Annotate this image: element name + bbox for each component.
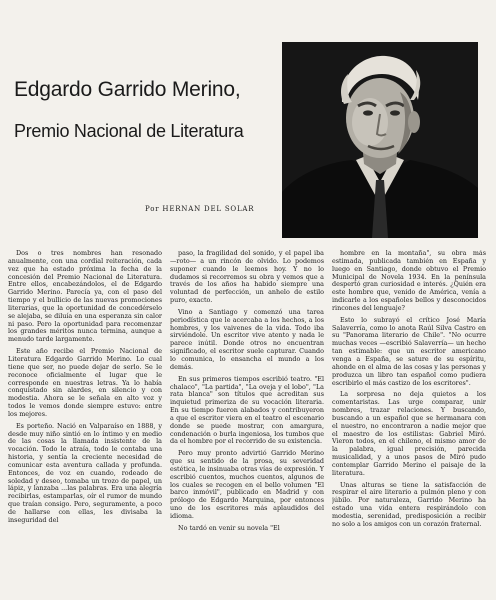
paragraph: Este año recibe el Premio Nacional de Literatura Edgardo Garrido Merino. Lo cual tiene que ser, no puede dejar de serlo. Se le reconoce oficialmente el lugar que le corresponde en nuestras letras. Ya lo había conquistado sin alardes, en silencio y con modestia. Ahora se le señala en alto voz y todos le vemos donde siempre estuvo: entre los mejores. <box>8 347 162 418</box>
text-column-3 <box>332 250 486 595</box>
paragraph: Dos o tres nombres han resonado anualmente, con una cordial reiteración, cada vez que ha estado próxima la fecha de la concesión del Premio Nacional de Literatura. Entre ellos, encabezándolos, el de Edgardo Garrido Merino. Parecía ya, con el paso del tiempo y el bullicio de las nuevas promociones literarias, que la oportunidad de concedérselo se alejaba, se diluía en una esperanza sin calor ni paso. Pero la oportunidad para recomenzar los grandes méritos nunca termina, aunque a menudo tarde largamente. <box>8 250 162 344</box>
article-title-line-2: Premio Nacional de Literatura <box>14 121 244 141</box>
paragraph: No tardó en venir su novela "El <box>178 523 280 532</box>
paragraph: Es porteño. Nació en Valparaíso en 1888, y desde muy niño sintió en lo íntimo y en medio de las cosas la llamada insistente de la vocación. Todo le atraía, todo le contaba una historia, y sentía la creciente necesidad de comunicar esta aventura callada y profunda. Entonces, de voz en cuando, rodeado de soledad y deseo, tomaba un trozo de papel, un lápiz, y lanzaba ...las palabras. Era una alegría recibirlas, estamparlas, oír el rumor de mundo que traían consigo. Pero, seguramente, a poco de hallarse con ellas, les divisaba la inseguridad del <box>8 421 162 524</box>
text-column-2 <box>170 250 324 595</box>
article-title-line-1: Edgardo Garrido Merino, <box>14 78 241 101</box>
paragraph: Pero muy pronto advirtió Garrido Merino que su sentido de la prosa, su severidad estética, le insinuaba otras vías de expresión. Y escribió cuentos, muchos cuentos, algunos de los cuales se recogen en el bello volumen "El barco inmóvil", publicado en Madrid y con prólogo de Edgardo Marquina, por entonces uno de los escritores más aplaudidos del idioma. <box>170 449 324 520</box>
paragraph: Unas alturas se tiene la satisfacción de respirar el aire literario a pulmón pleno y con júbilo. Por naturaleza, Garrido Merino ha estado una vida entera respirándolo con modestia, serenidad, predisposición a recibir no solo a los amigos con un corazón fraternal. <box>332 480 486 528</box>
paragraph: Esto lo subrayó el crítico José María Salaverría, como lo anota Raúl Silva Castro en su "Panorama literario de Chile". "No ocurre muchas veces —escribió Salaverría— un hecho tan estimable: que un escritor americano venga a España, se sature de su espíritu, ahonde en el alma de las cosas y las personas y produzca un libro tan español como pudiera escribirlo el más castizo de los escritores". <box>332 315 486 387</box>
paragraph: En sus primeros tiempos escribió teatro. "El chalaco", "La partida", "La oveja y el lobo", "La rata blanca" son títulos que acreditan sus inquietud primeriza de su vocación literaria. En su tiempo fueron alabados y contribuyeron a que el escritor viera en el teatro el escenario donde se puede mostrar, con amargura, condenación o burla ingeniosa, los tumbos que da el hombre por el recorrido de su existencia. <box>170 374 324 446</box>
byline: Por HERNAN DEL SOLAR <box>145 205 255 213</box>
article-body <box>8 250 488 595</box>
paragraph: La sorpresa no deja quietos a los comentaristas. Las urge comparar, unir nombres, trazar relaciones. Y buscando, buscando a un español que se hermanara con el nuestro, no encontraron a nadie mejor que el maestro de los estilistas: Gabriel Miró. Vieron todos, en el chileno, el mismo amor de la palabra, igual precisión, parecida musicalidad, y a unos pasos de Miró pudo contemplar Garrido Merino el paisaje de la literatura. <box>332 390 486 477</box>
text-column-1 <box>8 250 162 595</box>
portrait-photo <box>282 42 478 238</box>
paragraph: paso, la fragilidad del sonido, y el papel iba —roto— a un rincón de olvido. Lo podemos suponer cuando le leemos hoy. Y no lo dudamos si recorremos su obra y vemos que a través de los años ha habido siempre una voluntad de perfección, un anhelo de estilo puro, exacto. <box>170 250 324 305</box>
paragraph: Vino a Santiago y comenzó una tarea periodística que le acercaba a los hechos, a los hombres, y los vaivenes de la vida. Todo iba sirviéndole. Un escritor vive atento y nada le parece inútil. Donde otros no encuentran significado, el escritor suele capturar. Cuando lo comunica, lo ensancha el mundo a los demás. <box>170 307 324 371</box>
paragraph: hombre en la montaña", su obra más estimada, publicada también en España y luego en Santiago, donde obtuvo el Premio Municipal de Novela 1934. En la península despertó gran curiosidad e interés. ¿Quién era este hombre que, venido de América, venía a indicarle a los españoles bellos y desconocidos rincones del lenguaje? <box>332 250 486 312</box>
